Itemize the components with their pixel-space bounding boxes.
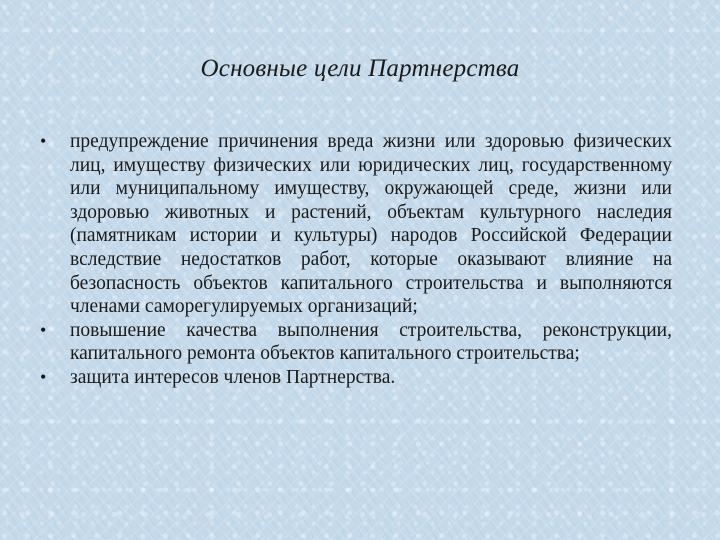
goals-list xyxy=(40,130,672,390)
goal-text: предупреждение причинения вреда жизни или здоровью физических лиц, имуществу физических или юридических лиц, государственному или муниципальному имуществу, окружающей среде, жизни или здоровью животных и растений, объектам культурного наследия (памятникам истории и культуры) народов Российской Федерации вследствие недостатков работ, которые оказывают влияние на безопасность объектов капитального строительства и выполняются членами саморегулируемых организаций; xyxy=(70,131,672,318)
goal-text: повышение качества выполнения строительства, реконструкции, капитального ремонта объектов капитального строительства; xyxy=(70,319,672,365)
bullet-icon: • xyxy=(40,131,47,151)
goal-item-prevention xyxy=(40,130,672,319)
goal-item-protection xyxy=(40,366,672,390)
bullet-icon: • xyxy=(40,319,47,340)
goal-item-quality xyxy=(40,319,672,366)
slide-title: Основные цели Партнерства xyxy=(200,55,520,82)
goal-text: защита интересов членов Партнерства. xyxy=(70,366,396,388)
bullet-icon: • xyxy=(40,366,47,387)
